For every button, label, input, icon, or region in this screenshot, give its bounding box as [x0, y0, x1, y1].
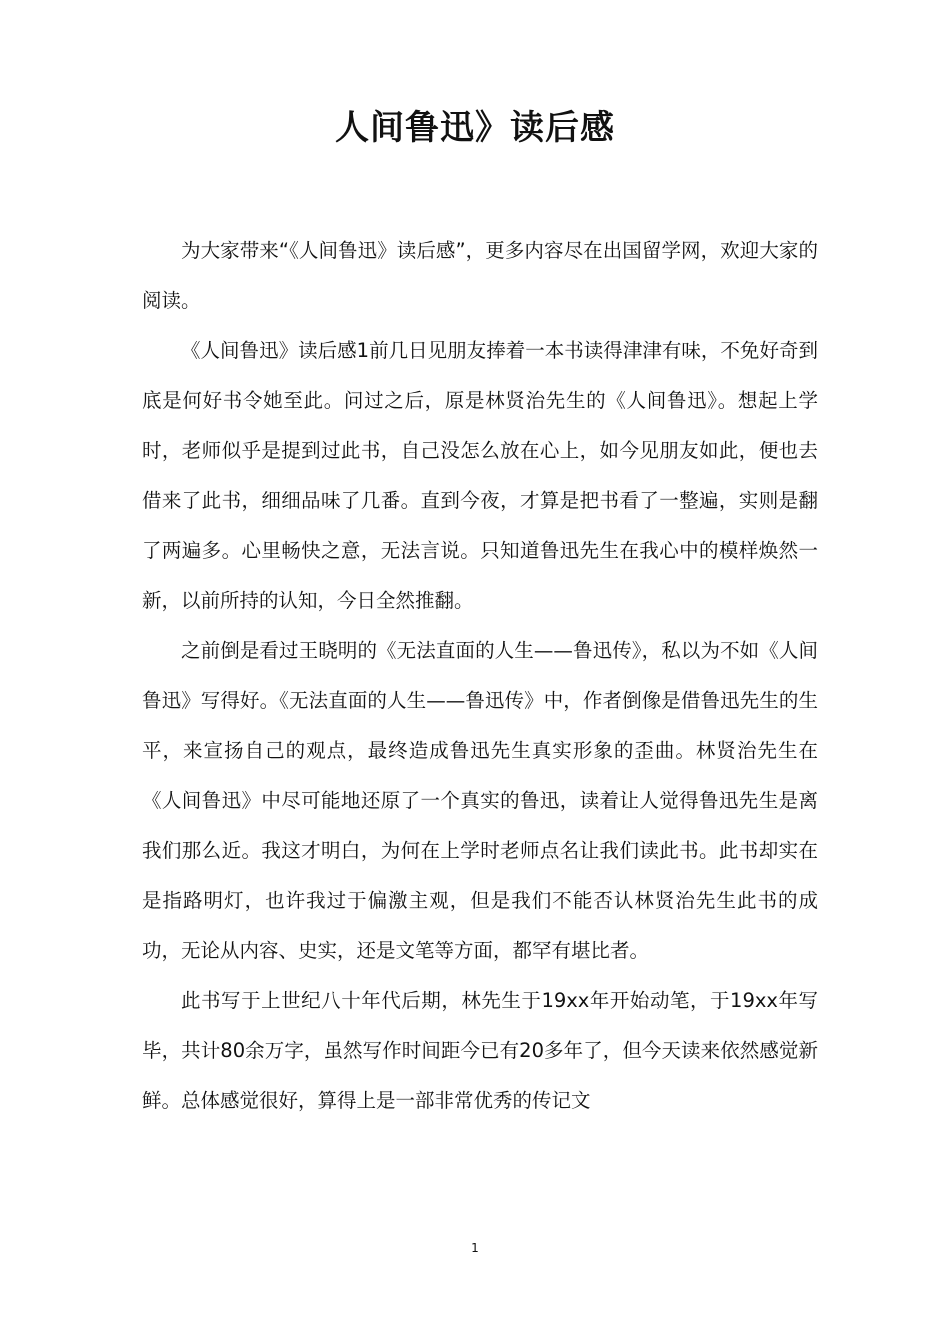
paragraph-3: 此书写于上世纪八十年代后期，林先生于19xx年开始动笔，于19xx年写毕，共计80余万字，虽然写作时间距今已有20多年了，但今天读来依然感觉新鲜。总体感觉很好，算得上是一部非常优秀的传记文 [142, 989, 818, 1112]
paragraph-2: 之前倒是看过王晓明的《无法直面的人生——鲁迅传》，私以为不如《人间鲁迅》写得好。《无法直面的人生——鲁迅传》中，作者倒像是借鲁迅先生的生平，来宣扬自己的观点，最终造成鲁迅先生真实形象的歪曲。林贤治先生在《人间鲁迅》中尽可能地还原了一个真实的鲁迅，读着让人觉得鲁迅先生是离我们那么近。我这才明白，为何在上学时老师点名让我们读此书。此书却实在是指路明灯，也许我过于偏激主观，但是我们不能否认林贤治先生此书的成功，无论从内容、史实，还是文笔等方面，都罕有堪比者。 [142, 639, 818, 962]
paragraph-1: 《人间鲁迅》读后感1前几日见朋友捧着一本书读得津津有味，不免好奇到底是何好书令她至此。问过之后，原是林贤治先生的《人间鲁迅》。想起上学时，老师似乎是提到过此书，自己没怎么放在心上，如今见朋友如此，便也去借来了此书，细细品味了几番。直到今夜，才算是把书看了一整遍，实则是翻了两遍多。心里畅快之意，无法言说。只知道鲁迅先生在我心中的模样焕然一新，以前所持的认知，今日全然推翻。 [142, 339, 818, 612]
document-body [142, 226, 818, 1126]
paragraph-intro: 为大家带来“《人间鲁迅》读后感”，更多内容尽在出国留学网，欢迎大家的阅读。 [142, 239, 818, 312]
page-number: 1 [471, 1241, 479, 1255]
document-title: 人间鲁迅》读后感 [335, 108, 615, 148]
